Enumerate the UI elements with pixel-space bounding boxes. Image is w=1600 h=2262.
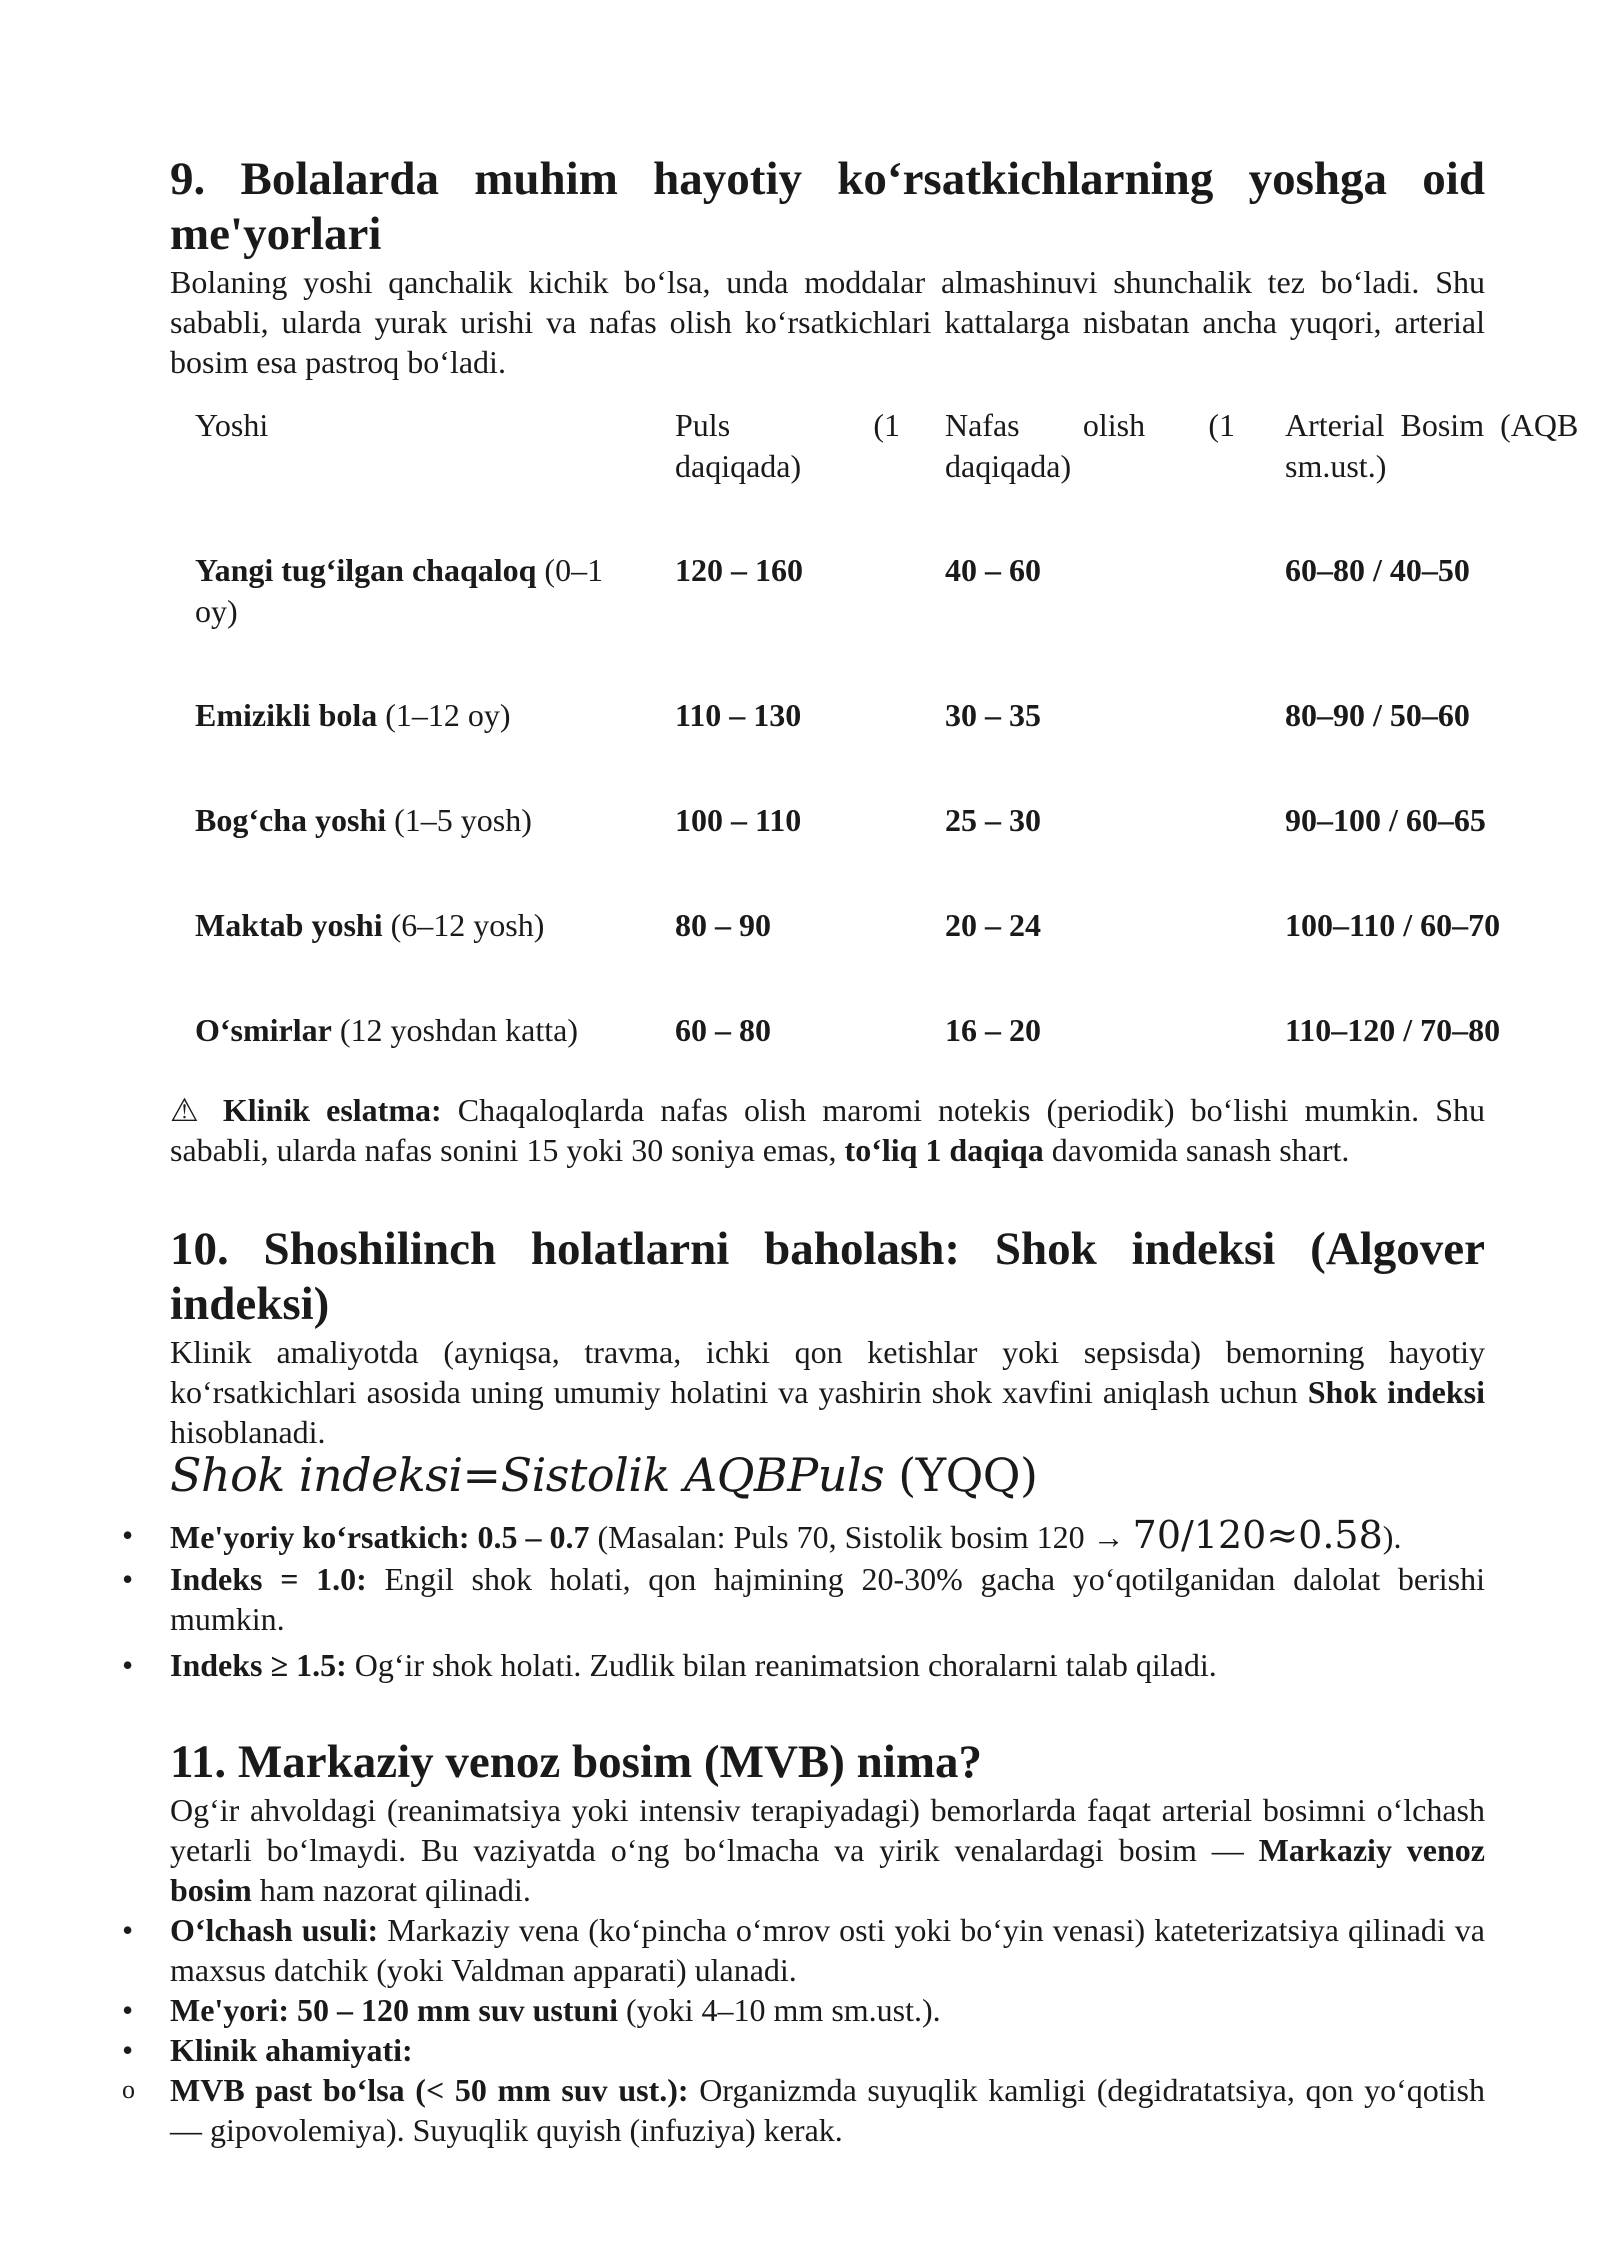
section-9 [170,152,1485,382]
table-row-pulse: 120 – 160 [675,552,803,588]
warning-icon: ⚠ [170,1092,207,1128]
list-item: • Klinik ahamiyati: [122,2032,413,2068]
list-item: • Indeks ≥ 1.5: Og‘ir shok holati. Zudlik bilan reanimatsion choralarni talab qiladi. [122,1647,1217,1683]
table-row-pulse: 60 – 80 [675,1012,771,1048]
header-age: Yoshi [195,407,269,443]
table-row-age: Maktab yoshi (6–12 yosh) [195,907,545,943]
section-11 [122,1735,1486,2150]
table-row-age: O‘smirlar (12 yoshdan katta) [195,1012,578,1048]
header-pulse: Puls (1 daqiqada) [675,407,900,484]
section-9-title: 9. Bolalarda muhim hayotiy ko‘rsatkichlarning yoshga oid me'yorlari [170,153,1485,260]
sub-list-item: o MVB past bo‘lsa (< 50 mm suv ust.): Organizmda suyuqlik kamligi (degidratatsiya, qon yo‘qotish — gipovolemiya). Suyuqlik quyish (infuziya) kerak. [122,2072,1486,2148]
table-row-bp: 80–90 / 50–60 [1285,697,1470,733]
list-item: • O‘lchash usuli: Markaziy vena (ko‘pincha o‘mrov osti yoki bo‘yin venasi) kateterizatsiya qilinadi va maxsus datchik (yoki Valdman apparati) ulanadi. [122,1912,1486,1988]
table-row-age: Emizikli bola (1–12 oy) [195,697,511,733]
table-row-pulse: 110 – 130 [675,697,802,733]
header-respiration: Nafas olish (1 daqiqada) [945,407,1235,484]
table-row-resp: 40 – 60 [945,552,1041,588]
table-row-age: Bog‘cha yoshi (1–5 yosh) [195,802,532,838]
list-item: • Indeks = 1.0: Engil shok holati, qon hajmining 20-30% gacha yo‘qotilganidan dalolat berishi mumkin. [122,1561,1486,1637]
section-10 [170,1222,1485,1452]
shock-index-formula: Shok indeksi=Sistolik AQBPuls (YQQ) [170,1448,1038,1502]
section-10-title: 10. Shoshilinch holatlarni baholash: Shok indeksi (Algover indeksi) [170,1223,1485,1330]
table-row-resp: 16 – 20 [945,1012,1041,1048]
table-row-resp: 30 – 35 [945,697,1041,733]
table-row-pulse: 100 – 110 [675,802,802,838]
section-11-title: 11. Markaziy venoz bosim (MVB) nima? [170,1736,982,1788]
section-10-bullets [122,1513,1486,1685]
section-11-intro: Og‘ir ahvoldagi (reanimatsiya yoki intensiv terapiyadagi) bemorlarda faqat arterial bosimni o‘lchash yetarli bo‘lmaydi. Bu vaziyatda o‘ng bo‘lmacha va yirik venalardagi bosim — Markaziy venoz bosim ham nazorat qilinadi. [170,1792,1486,1908]
table-row-bp: 100–110 / 60–70 [1285,907,1501,943]
table-row-bp: 60–80 / 40–50 [1285,552,1470,588]
clinical-note: ⚠ Klinik eslatma: Chaqaloqlarda nafas olish maromi notekis (periodik) bo‘lishi mumkin. Shu sababli, ularda nafas sonini 15 yoki 30 soniya emas, to‘liq 1 daqiqa davomida sanash shart. [170,1092,1485,1168]
table-row-age: Yangi tug‘ilgan chaqaloq (0–1 oy) [195,552,604,629]
table-row-resp: 20 – 24 [945,907,1041,943]
table-row-bp: 110–120 / 70–80 [1285,1012,1501,1048]
section-10-intro: Klinik amaliyotda (ayniqsa, travma, ichki qon ketishlar yoki sepsisda) bemorning hayotiy ko‘rsatkichlari asosida uning umumiy holatini va yashirin shok xavfini aniqlash uchun Shok indeksi hisoblanadi. [170,1334,1486,1450]
table-row-bp: 90–100 / 60–65 [1285,802,1486,838]
table-row-pulse: 80 – 90 [675,907,771,943]
section-9-intro: Bolaning yoshi qanchalik kichik bo‘lsa, unda moddalar almashinuvi shunchalik tez bo‘ladi. Shu sababli, ularda yurak urishi va nafas olish ko‘rsatkichlari kattalarga nisbatan ancha yuqori, arterial bosim esa pastroq bo‘ladi. [170,264,1485,380]
table-row-resp: 25 – 30 [945,802,1041,838]
list-item: • Me'yori: 50 – 120 mm suv ustuni (yoki 4–10 mm sm.ust.). [122,1992,941,2028]
list-item: • Me'yoriy ko‘rsatkich: 0.5 – 0.7 (Masalan: Puls 70, Sistolik bosim 120 → 70/120≈0.58). [122,1513,1402,1557]
header-blood-pressure: Arterial Bosim (AQB sm.ust.) [1285,407,1579,484]
